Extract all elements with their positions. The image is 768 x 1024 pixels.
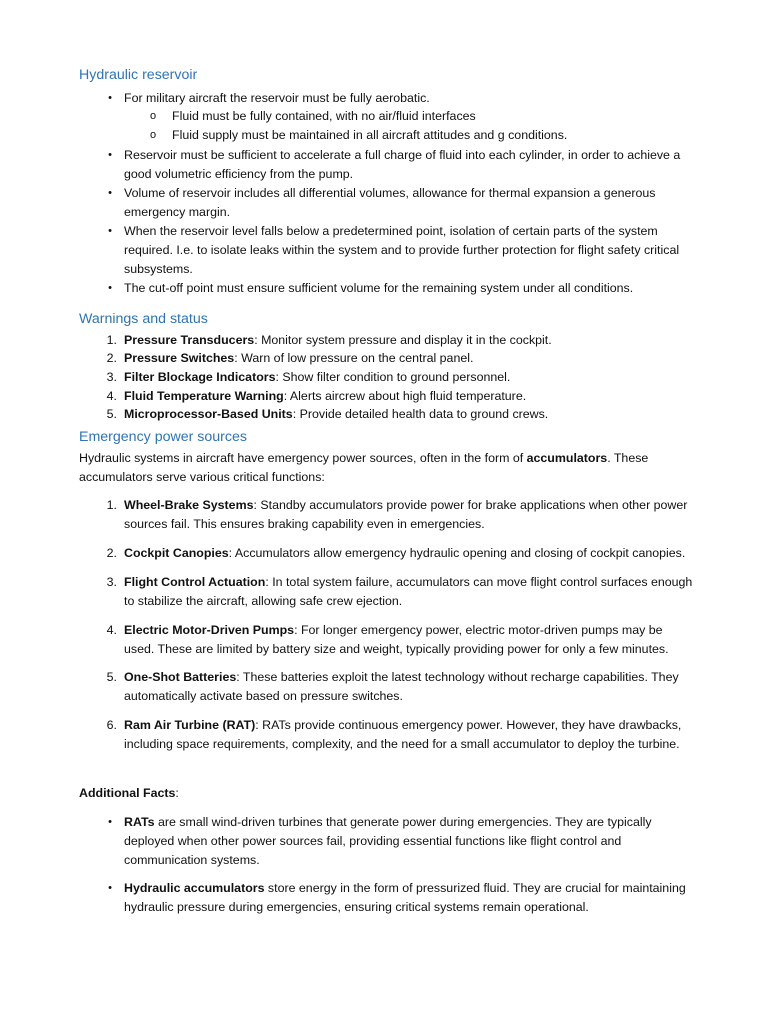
list-item xyxy=(124,368,694,387)
list-item xyxy=(124,387,694,406)
bullet-marker: • xyxy=(108,282,112,294)
list-item xyxy=(124,544,694,563)
intro-text: Hydraulic systems in aircraft have emergency power sources, often in the form of xyxy=(79,451,527,465)
list-number: 2. xyxy=(106,351,117,365)
sub-bullet-marker: o xyxy=(149,129,157,141)
bullet-marker: • xyxy=(108,187,112,199)
bullet-marker: • xyxy=(108,882,112,894)
list-item-term: One-Shot Batteries xyxy=(124,670,237,684)
list-number: 3. xyxy=(106,370,117,384)
list-item xyxy=(124,716,694,754)
list-item-text: : Provide detailed health data to ground crews. xyxy=(292,407,549,421)
sub-bullet-item: Fluid must be fully contained, with no air/fluid interfaces xyxy=(172,109,476,123)
additional-facts-title: Additional Facts xyxy=(79,786,176,800)
list-item xyxy=(124,349,694,368)
bullet-item: The cut-off point must ensure sufficient volume for the remaining system under all conditions. xyxy=(124,281,634,295)
bullet-marker: • xyxy=(108,149,112,161)
sub-bullet-marker: o xyxy=(149,110,157,122)
list-number: 6. xyxy=(106,718,117,732)
list-number: 5. xyxy=(106,407,117,421)
list-item-text: : Monitor system pressure and display it in the cockpit. xyxy=(254,333,552,347)
bullet-item: Volume of reservoir includes all differential volumes, allowance for thermal expansion a generous emergency margin. xyxy=(124,186,656,219)
list-item xyxy=(124,668,694,706)
list-item-term: Electric Motor-Driven Pumps xyxy=(124,623,295,637)
fact-item xyxy=(124,813,694,869)
intro-text: . These accumulators serve various critical functions: xyxy=(79,451,649,484)
list-item-term: Microprocessor-Based Units xyxy=(124,407,293,421)
list-item-term: Fluid Temperature Warning xyxy=(124,389,284,403)
list-item-term: Filter Blockage Indicators xyxy=(124,370,276,384)
list-number: 1. xyxy=(106,333,117,347)
bullet-marker: • xyxy=(108,816,112,828)
list-item xyxy=(124,331,694,350)
list-item-text: : In total system failure, accumulators can move flight control surfaces enough to stabilize the aircraft, allowing safe crew ejection. xyxy=(124,575,693,608)
list-item xyxy=(124,573,694,611)
heading-warnings-and-status: Warnings and status xyxy=(79,311,208,327)
additional-facts-heading xyxy=(79,784,699,803)
list-number: 1. xyxy=(106,498,117,512)
intro-bold-term: accumulators xyxy=(526,451,608,465)
list-number: 2. xyxy=(106,546,117,560)
additional-facts-colon: : xyxy=(175,786,179,800)
list-item-text: : Show filter condition to ground personnel. xyxy=(275,370,511,384)
list-item-term: Pressure Transducers xyxy=(124,333,255,347)
list-item-text: : These batteries exploit the latest technology without recharge capabilities. They automatically activate based on pressure switches. xyxy=(124,670,679,703)
list-item-term: Ram Air Turbine (RAT) xyxy=(124,718,256,732)
list-item-term: Wheel-Brake Systems xyxy=(124,498,254,512)
list-item-text: : For longer emergency power, electric motor-driven pumps may be used. These are limited by battery size and weight, typically providing power for only a few minutes. xyxy=(124,623,669,656)
list-item xyxy=(124,621,694,659)
list-item-text: : Alerts aircrew about high fluid temperature. xyxy=(283,389,527,403)
bullet-item: When the reservoir level falls below a predetermined point, isolation of certain parts of the system required. I.e. to isolate leaks within the system and to provide further protection for flight safety critical subsystems. xyxy=(124,224,680,276)
list-item-text: : Accumulators allow emergency hydraulic opening and closing of cockpit canopies. xyxy=(228,546,686,560)
list-item xyxy=(124,496,694,534)
list-item xyxy=(124,405,694,424)
bullet-item: Reservoir must be sufficient to accelerate a full charge of fluid into each cylinder, in order to achieve a good volumetric efficiency from the pump. xyxy=(124,148,681,181)
list-item-text: : Warn of low pressure on the central panel. xyxy=(234,351,474,365)
bullet-marker: • xyxy=(108,225,112,237)
fact-text: store energy in the form of pressurized fluid. They are crucial for maintaining hydraulic pressure during emergencies, ensuring critical systems remain operational. xyxy=(124,881,686,914)
list-number: 3. xyxy=(106,575,117,589)
list-item-term: Cockpit Canopies xyxy=(124,546,229,560)
list-item-term: Flight Control Actuation xyxy=(124,575,266,589)
list-item-text: : Standby accumulators provide power for brake applications when other power sources fail. This ensures braking capability even in emergencies. xyxy=(124,498,688,531)
fact-item xyxy=(124,879,694,917)
heading-hydraulic-reservoir: Hydraulic reservoir xyxy=(79,67,198,83)
list-item-term: Pressure Switches xyxy=(124,351,235,365)
list-number: 4. xyxy=(106,623,117,637)
list-number: 5. xyxy=(106,670,117,684)
fact-term: RATs xyxy=(124,815,155,829)
bullet-marker: • xyxy=(108,92,112,104)
bullet-item: For military aircraft the reservoir must be fully aerobatic. xyxy=(124,91,430,105)
fact-text: are small wind-driven turbines that generate power during emergencies. They are typically deployed when other power sources fail, providing essential functions like flight control and communication systems. xyxy=(124,815,652,867)
heading-emergency-power-sources: Emergency power sources xyxy=(79,429,247,445)
list-item-text: : RATs provide continuous emergency power. However, they have drawbacks, including space requirements, complexity, and the need for a small accumulator to deploy the turbine. xyxy=(124,718,682,751)
sub-bullet-item: Fluid supply must be maintained in all aircraft attitudes and g conditions. xyxy=(172,128,568,142)
list-number: 4. xyxy=(106,389,117,403)
fact-term: Hydraulic accumulators xyxy=(124,881,265,895)
intro-paragraph xyxy=(79,449,699,487)
